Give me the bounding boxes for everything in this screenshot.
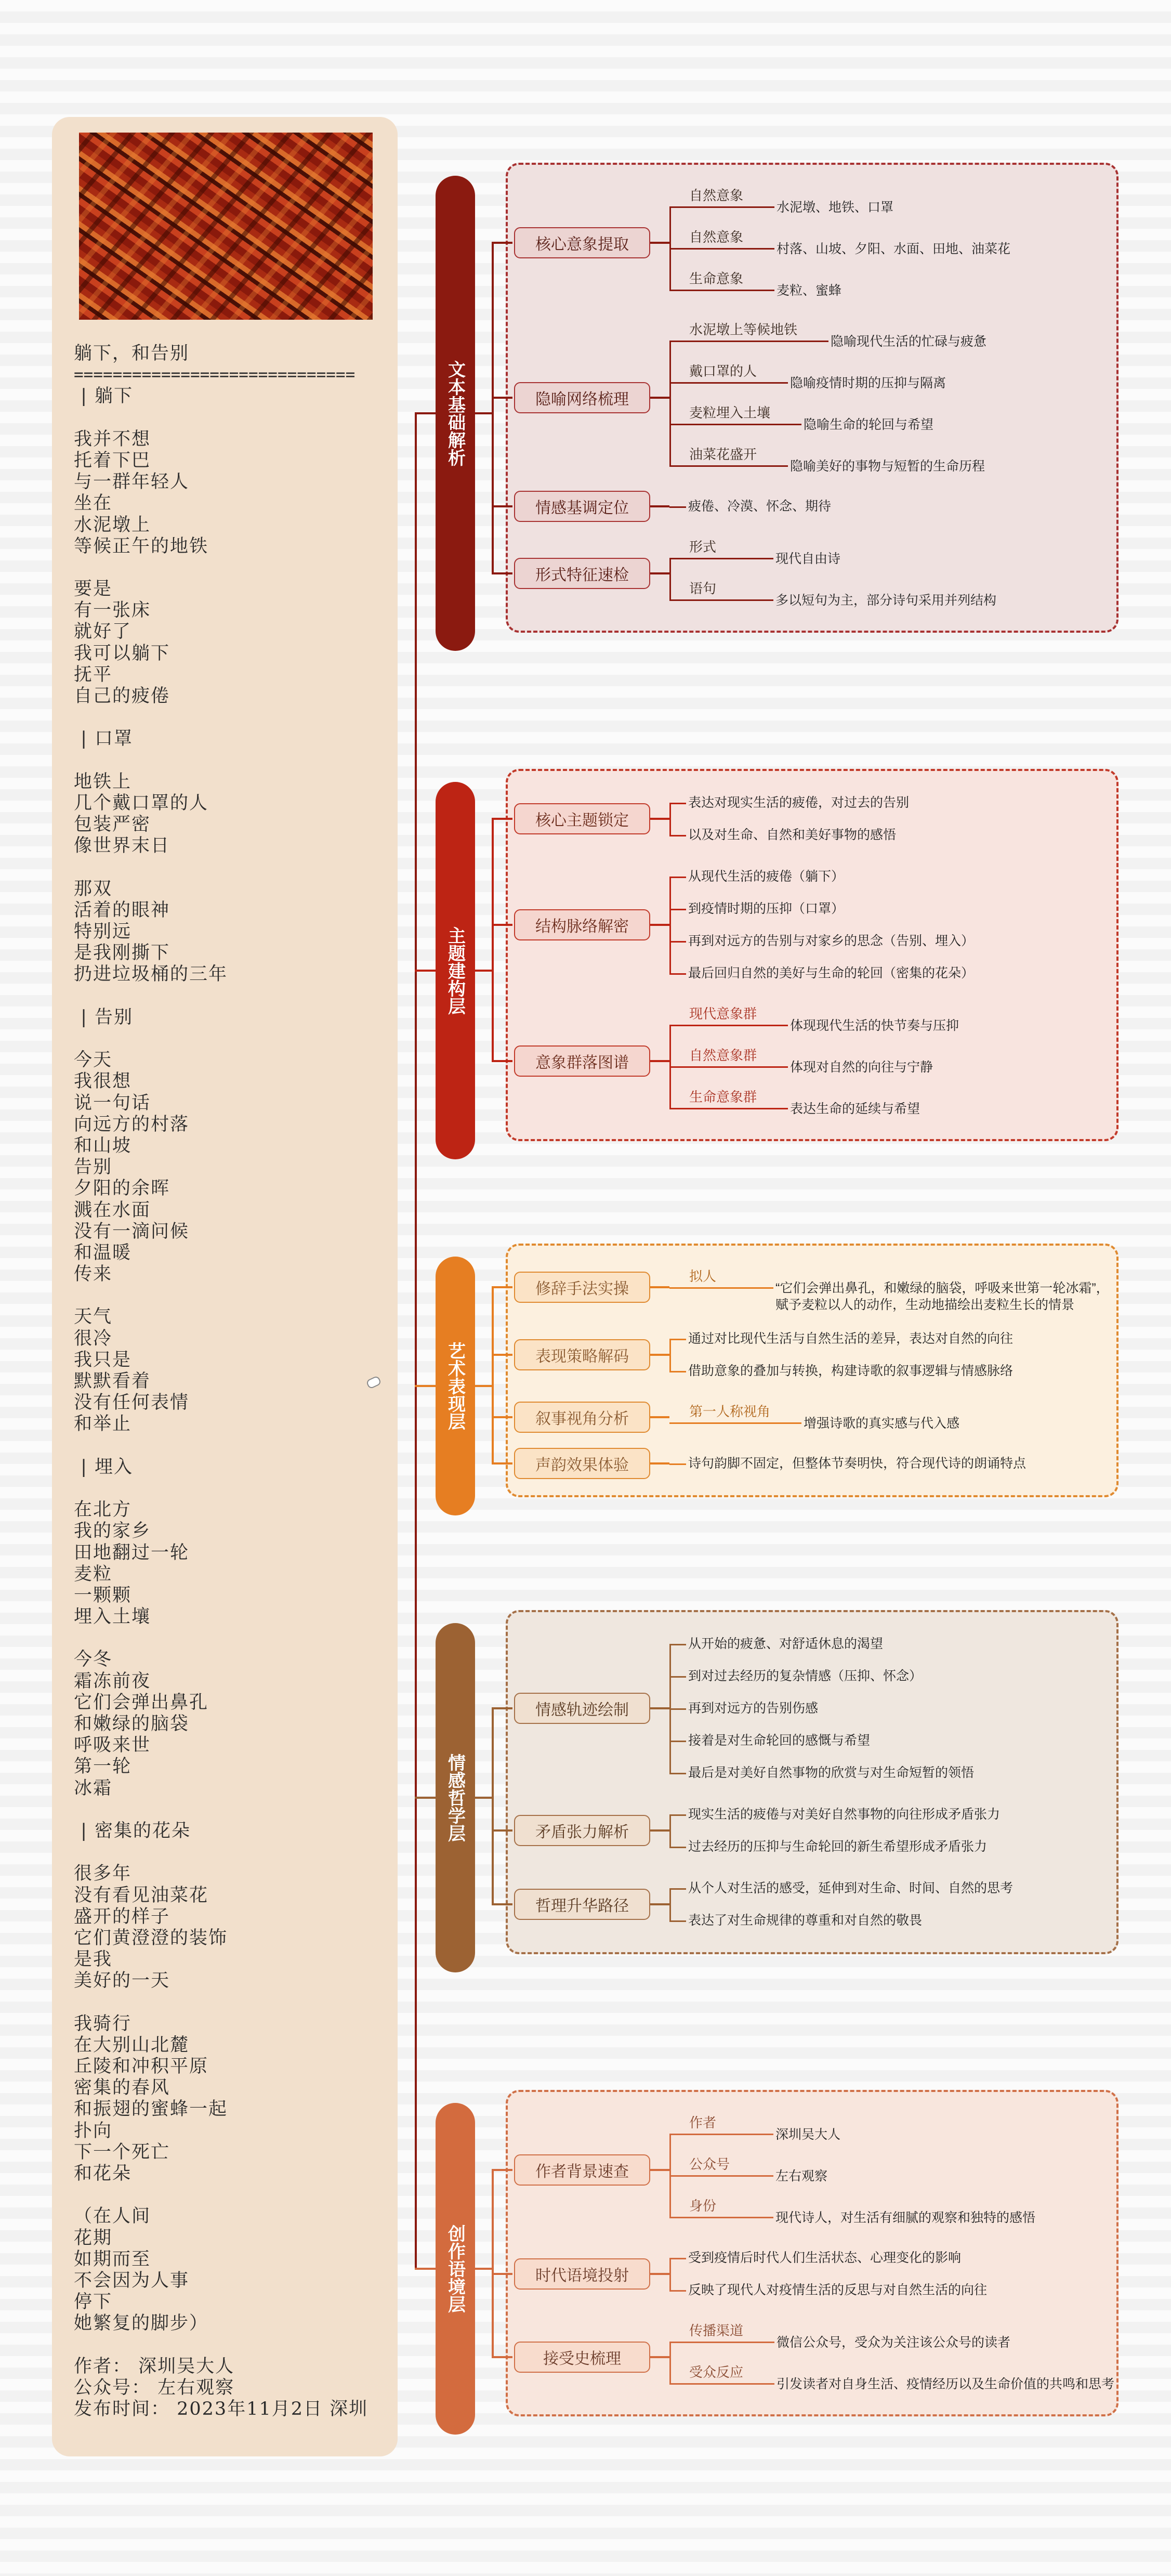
branch-group [514,1447,1116,1480]
poem-line: 扔进垃圾桶的三年 [74,964,228,985]
leaf-item[interactable] [669,2274,987,2306]
leaf-item[interactable] [669,957,974,989]
poem-line: 一颗颗 [74,1585,132,1606]
node-connector [492,2356,512,2358]
poem-line: 呼吸来世 [74,1735,151,1756]
poem-line: 托着下巴 [74,450,151,471]
node-connector [492,2169,512,2171]
poem-blank-line [74,1992,386,2013]
leaf-item[interactable] [669,1628,974,1660]
poem-line: 几个戴口罩的人 [74,792,209,814]
poem-line: 盛开的样子 [74,1906,170,1927]
leaf-item[interactable] [669,1757,974,1789]
poem-line: 自己的疲倦 [74,686,170,707]
node-connector [492,242,512,244]
section-title: 创作语境层 [445,2225,465,2313]
node-connector [492,397,512,399]
poem-blank-line [74,707,386,728]
leaf-text: 从开始的疲惫、对舒适休息的渴望 [688,1637,884,1651]
poem-line: 今天 [74,1050,113,1071]
leaf-item[interactable] [669,573,996,615]
poem-line: 是我 [74,1949,113,1970]
section-title: 文本基础解析 [445,360,465,466]
branch-group [514,1261,1116,1313]
poem-blank-line [74,986,386,1007]
section-title: 主题建构层 [445,926,465,1015]
poem-section-heading: | 躺下 [74,386,134,407]
branch-children [669,180,1010,305]
poem-line: 默默看着 [74,1371,151,1392]
branch-node[interactable]: 声韵效果体验 [514,1448,650,1479]
poem-line: 那双 [74,878,113,899]
branch-group [514,787,1116,851]
section-box [506,769,1119,1141]
poem-line: 它们会弹出鼻孔 [74,1692,209,1713]
poem-line: 第一轮 [74,1756,132,1777]
leaf-item[interactable] [669,398,986,439]
branch-children [669,2242,987,2306]
leaf-label: 形式 [669,532,773,559]
node-connector [492,1462,512,1464]
branch-group [514,1396,1116,1438]
poem-line: 密集的春风 [74,2077,170,2099]
branch-children [669,490,831,522]
leaf-item[interactable] [669,1323,1013,1355]
leaf-text: 体现现代生活的快节奏与压抑 [790,1018,959,1033]
branch-children [669,2108,1035,2232]
leaf-item[interactable] [669,264,1010,305]
leaf-text: 左右观察 [775,2169,828,2183]
branch-children [669,1323,1013,1387]
leaf-text: 现代自由诗 [775,552,841,566]
leaf-item[interactable] [669,1830,1000,1863]
poem-line: 没有任何表情 [74,1392,190,1414]
leaf-item[interactable] [669,1261,1113,1313]
poem-line: 我只是 [74,1349,132,1370]
node-connector [492,1354,512,1356]
poem-line: 冰霜 [74,1777,113,1799]
section-title: 艺术表现层 [445,1342,465,1430]
poem-line: 等候正午的地铁 [74,535,209,557]
leaf-text: 多以短句为主，部分诗句采用并列结构 [775,593,997,608]
poem-line: 麦粒 [74,1563,113,1585]
leaf-text: 以及对生命、自然和美好事物的感悟 [688,828,897,842]
leaf-label: 自然意象 [669,222,774,250]
branch-children [669,1798,1000,1863]
branch-group [514,532,1116,615]
poem-line: 霜冻前夜 [74,1670,151,1692]
branch-group [514,490,1116,522]
section-bar[interactable] [436,782,475,1159]
poem-line: 丘陵和冲积平原 [74,2056,209,2077]
leaf-label: 拟人 [669,1261,773,1289]
leaf-text: 引发读者对自身生活、疫情经历以及生命价值的共鸣和思考 [777,2377,1115,2391]
poem-line: 特别远 [74,921,132,943]
poem-line: 说一句话 [74,1092,151,1114]
section-box [506,163,1119,633]
branch-node[interactable]: 核心主题锁定 [514,803,650,834]
poem-line: 我骑行 [74,2013,132,2034]
branch-node[interactable]: 结构脉络解密 [514,909,650,940]
poem-line: 如期而至 [74,2248,151,2270]
leaf-text: 水泥墩、地铁、口罩 [777,200,894,215]
poem-blank-line [74,1435,386,1457]
poem-line: 是我刚撕下 [74,943,170,964]
branch-children [669,1261,1113,1313]
leaf-item[interactable] [669,1040,959,1082]
poem-line: 向远方的村落 [74,1114,190,1135]
poem-blank-line [74,750,386,772]
leaf-text: 隐喻美好的事物与短暂的生命历程 [790,459,985,474]
poem-line: 我并不想 [74,428,151,450]
root-branch-line [415,2268,436,2270]
branch-group [514,999,1116,1123]
section-title: 情感哲学层 [445,1754,465,1842]
leaf-text: 借助意象的叠加与转换，构建诗歌的叙事逻辑与情感脉络 [688,1364,1014,1378]
leaf-item[interactable] [669,315,986,356]
branch-node[interactable]: 矛盾张力解析 [514,1815,650,1846]
poem-line: 和嫩绿的脑袋 [74,1714,190,1734]
poem-section-heading: | 口罩 [74,728,134,750]
leaf-label: 自然意象群 [669,1040,788,1068]
poem-section-heading: | 告别 [74,1006,134,1028]
leaf-item[interactable] [669,2357,1114,2399]
section-connector [475,412,494,414]
leaf-label: 自然意象 [669,180,774,208]
leaf-item[interactable] [669,2242,987,2274]
poem-blank-line [74,2185,386,2206]
leaf-text: 从现代生活的疲倦（躺下） [688,869,845,884]
poem-line: 水泥墩上 [74,514,151,535]
leaf-label: 现代意象群 [669,999,788,1026]
branch-group [514,1628,1116,1789]
leaf-text: 增强诗歌的真实感与代入感 [804,1416,960,1431]
poem-line: 和温暖 [74,1242,132,1263]
leaf-text: 现代诗人，对生活有细腻的观察和独特的感悟 [775,2211,1036,2225]
poem-line: 扑向 [74,2120,113,2141]
leaf-text: “它们会弹出鼻孔，和嫩绿的脑袋，呼吸来世第一轮冰霜”，赋予麦粒以人的动作，生动地描绘出麦粒生长的情景 [775,1281,1109,1312]
poem-blank-line [74,1285,386,1306]
poem-blank-line [74,857,386,879]
poem-line: 公众号： 左右观察 [74,2377,235,2398]
poem-blank-line [74,557,386,579]
leaf-text: 最后回归自然的美好与生命的轮回（密集的花朵） [688,966,975,980]
section-bar[interactable] [436,1257,475,1515]
section-connector [475,1385,494,1387]
branch-group [514,2316,1116,2399]
poem-blank-line [74,1799,386,1821]
poem-line: 活着的眼神 [74,899,170,921]
poem-line: 它们黄澄澄的装饰 [74,1927,228,1949]
leaf-label: 身份 [669,2191,773,2218]
poem-blank-line [74,1478,386,1499]
chili-pepper-photo [79,133,373,320]
leaf-text: 从个人对生活的感受，延伸到对生命、时间、自然的思考 [688,1881,1014,1895]
poem-line: 要是 [74,579,113,600]
branch-group [514,1872,1116,1937]
branch-node[interactable]: 时代语境投射 [514,2258,650,2290]
poem-line: 她繁复的脚步） [74,2313,209,2334]
node-connector [492,1416,512,1418]
node-connector [492,572,512,574]
poem-line: 我可以躺下 [74,643,170,664]
leaf-label: 传播渠道 [669,2316,774,2343]
poem-line: 告别 [74,1157,113,1178]
leaf-label: 戴口罩的人 [669,356,788,384]
leaf-label: 语句 [669,573,773,601]
section-connector [475,970,494,972]
branch-children [669,1872,1013,1937]
leaf-label: 生命意象群 [669,1082,788,1109]
leaf-item[interactable] [669,1355,1013,1387]
poem-section-heading: | 埋入 [74,1456,134,1477]
leaf-text: 体现对自然的向往与宁静 [790,1060,933,1075]
node-connector [492,505,512,507]
node-connector [492,924,512,926]
leaf-item[interactable] [669,999,959,1040]
poem-line: 下一个死亡 [74,2141,170,2163]
leaf-text: 反映了现代人对疫情生活的反思与对自然生活的向往 [688,2283,988,2297]
branch-node[interactable]: 隐喻网络梳理 [514,382,650,413]
section-bar[interactable] [436,176,475,651]
leaf-text: 接着是对生命轮回的感慨与希望 [688,1733,871,1748]
poem-text [74,343,386,2420]
poem-line: 和山坡 [74,1135,132,1156]
poem-line: 夕阳的余晖 [74,1178,170,1199]
branch-children [669,1447,1026,1480]
section-bracket [492,242,494,574]
branch-node[interactable]: 作者背景速查 [514,2154,650,2186]
leaf-text: 现实生活的疲倦与对美好自然事物的向往形成矛盾张力 [688,1807,1001,1822]
leaf-item[interactable] [669,1904,1013,1937]
leaf-text: 表达生命的延续与希望 [790,1102,920,1116]
leaf-text: 过去经历的压抑与生命轮回的新生希望形成矛盾张力 [688,1839,988,1854]
poem-line: 躺下，和告别 [74,343,190,364]
branch-node[interactable]: 接受史梳理 [514,2342,650,2373]
poem-line: 美好的一天 [74,1970,170,1992]
leaf-text: 到疫情时期的压抑（口罩） [688,901,845,916]
leaf-item[interactable] [669,1396,959,1438]
leaf-item[interactable] [669,2149,1035,2191]
poem-line: 坐在 [74,493,113,514]
poem-line: （在人间 [74,2206,151,2227]
poem-line: 我很想 [74,1071,132,1092]
poem-line: 在北方 [74,1499,132,1521]
branch-node[interactable]: 表现策略解码 [514,1339,650,1370]
leaf-item[interactable] [669,1692,974,1724]
poem-blank-line [74,2334,386,2356]
branch-node[interactable]: 意象群落图谱 [514,1045,650,1077]
branch-node[interactable]: 叙事视角分析 [514,1402,650,1433]
leaf-item[interactable] [669,180,1010,222]
poem-line: 包装严密 [74,814,151,835]
leaf-item[interactable] [669,490,831,522]
poem-line: 停下 [74,2292,113,2313]
section-box [506,1244,1119,1497]
leaf-label: 公众号 [669,2149,773,2177]
poem-blank-line [74,1028,386,1050]
leaf-item[interactable] [669,1660,974,1692]
section-bracket [492,818,494,1062]
poem-line: 作者： 深圳吴大人 [74,2356,235,2377]
poem-line: 与一群年轻人 [74,472,190,493]
poem-line: 就好了 [74,621,132,643]
poem-blank-line [74,408,386,429]
leaf-text: 表达了对生命规律的尊重和对自然的敬畏 [688,1913,923,1928]
leaf-text: 深圳吴大人 [775,2127,841,2142]
poem-line: 溅在水面 [74,1199,151,1221]
leaf-label: 油菜花盛开 [669,439,788,467]
poem-line: 抚平 [74,664,113,685]
poem-line: 我的家乡 [74,1521,151,1542]
leaf-label: 麦粒埋入土壤 [669,398,801,425]
poem-line: 传来 [74,1264,113,1285]
branch-node[interactable]: 情感轨迹绘制 [514,1693,650,1724]
branch-children [669,532,996,615]
poem-line: 像世界末日 [74,835,170,857]
leaf-item[interactable] [669,787,909,819]
poem-line: 地铁上 [74,771,132,792]
leaf-item[interactable] [669,2316,1114,2357]
branch-children [669,999,959,1123]
section-bar[interactable] [436,2103,475,2435]
poem-line: 花期 [74,2227,113,2248]
branch-group [514,315,1116,481]
leaf-item[interactable] [669,819,909,851]
leaf-item[interactable] [669,532,996,573]
poem-line: 在大别山北麓 [74,2034,190,2056]
branch-group [514,1798,1116,1863]
node-connector [492,1903,512,1905]
poem-blank-line [74,1628,386,1649]
branch-children [669,1628,974,1789]
leaf-text: 隐喻现代生活的忙碌与疲惫 [831,334,987,349]
leaf-text: 疲倦、冷漠、怀念、期待 [688,499,832,514]
node-connector [492,1829,512,1832]
branch-node[interactable]: 情感基调定位 [514,491,650,522]
section-bracket [492,1707,494,1905]
root-branch-line [415,970,436,972]
branch-group [514,2242,1116,2306]
poem-line: 和振翅的蜜蜂一起 [74,2099,228,2120]
branch-node[interactable]: 哲理升华路径 [514,1889,650,1920]
leaf-text: 最后是对美好自然事物的欣赏与对生命短暂的领悟 [688,1766,975,1780]
node-connector [492,818,512,820]
leaf-item[interactable] [669,860,974,893]
branch-node[interactable]: 核心意象提取 [514,227,650,258]
root-branch-line [415,412,436,414]
leaf-label: 受众反应 [669,2357,774,2385]
branch-children [669,860,974,989]
leaf-text: 诗句韵脚不固定，但整体节奏明快，符合现代诗的朗诵特点 [688,1456,1027,1471]
leaf-text: 表达对现实生活的疲倦，对过去的告别 [688,795,910,810]
branch-children [669,315,986,481]
leaf-text: 隐喻生命的轮回与希望 [804,417,934,432]
leaf-item[interactable] [669,1447,1026,1480]
leaf-label: 水泥墩上等候地铁 [669,315,828,342]
section-bar[interactable] [436,1623,475,1972]
branch-children [669,787,909,851]
leaf-item[interactable] [669,439,986,481]
leaf-text: 再到对远方的告别与对家乡的思念（告别、埋入） [688,934,975,948]
leaf-text: 受到疫情后时代人们生活状态、心理变化的影响 [688,2251,962,2265]
section-connector [475,1797,494,1799]
leaf-text: 隐喻疫情时期的压抑与隔离 [790,376,946,390]
root-trunk-line [415,412,417,2270]
branch-group [514,860,1116,989]
poem-line: 和花朵 [74,2163,132,2184]
leaf-text: 村落、山坡、夕阳、水面、田地、油菜花 [777,242,1011,256]
node-connector [492,1286,512,1288]
leaf-item[interactable] [669,2108,1035,2149]
leaf-item[interactable] [669,2191,1035,2232]
leaf-item[interactable] [669,925,974,957]
section-box [506,1610,1119,1954]
poem-section-heading: | 密集的花朵 [74,1820,191,1841]
leaf-item[interactable] [669,1798,1000,1830]
leaf-label: 生命意象 [669,264,774,291]
leaf-text: 麦粒、蜜蜂 [777,283,842,298]
poem-line: 没有一滴问候 [74,1221,190,1242]
branch-group [514,2108,1116,2232]
poem-line: 没有看见油菜花 [74,1885,209,1906]
leaf-item[interactable] [669,1872,1013,1904]
leaf-item[interactable] [669,222,1010,264]
poem-line: 不会因为人事 [74,2270,190,2291]
leaf-item[interactable] [669,1082,959,1123]
leaf-item[interactable] [669,1724,974,1757]
poem-line: 今冬 [74,1649,113,1670]
poem-line: 田地翻过一轮 [74,1542,190,1563]
section-bracket [492,2169,494,2358]
section-connector [475,2268,494,2270]
branch-group [514,1323,1116,1387]
leaf-text: 到对过去经历的复杂情感（压抑、怀念） [688,1669,923,1683]
leaf-label: 作者 [669,2108,773,2135]
leaf-text: 微信公众号，受众为关注该公众号的读者 [777,2335,1011,2350]
leaf-text: 再到对远方的告别伤感 [688,1701,819,1716]
poem-line: 天气 [74,1306,113,1328]
node-connector [492,2273,512,2275]
leaf-item[interactable] [669,356,986,398]
node-connector [492,1707,512,1709]
poem-line: 很多年 [74,1863,132,1885]
poem-line: 有一张床 [74,600,151,621]
branch-node[interactable]: 形式特征速检 [514,558,650,589]
root-branch-line [415,1385,436,1387]
node-connector [492,1060,512,1062]
poem-line: 发布时间： 2023年11月2日 深圳 [74,2399,369,2420]
poem-blank-line [74,1842,386,1863]
leaf-label: 第一人称视角 [669,1396,801,1424]
poem-line: 埋入土壤 [74,1606,151,1628]
poem-line: 和举止 [74,1414,132,1435]
leaf-text: 通过对比现代生活与自然生活的差异，表达对自然的向往 [688,1331,1014,1346]
leaf-item[interactable] [669,893,974,925]
poem-line: 很冷 [74,1328,113,1349]
branch-group [514,180,1116,305]
section-box [506,2090,1119,2416]
section-bracket [492,1286,494,1464]
branch-children [669,2316,1114,2399]
branch-node[interactable]: 修辞手法实操 [514,1272,650,1303]
root-branch-line [415,1797,436,1799]
poem-title-rule: ============================= [74,365,356,385]
branch-children [669,1396,959,1438]
